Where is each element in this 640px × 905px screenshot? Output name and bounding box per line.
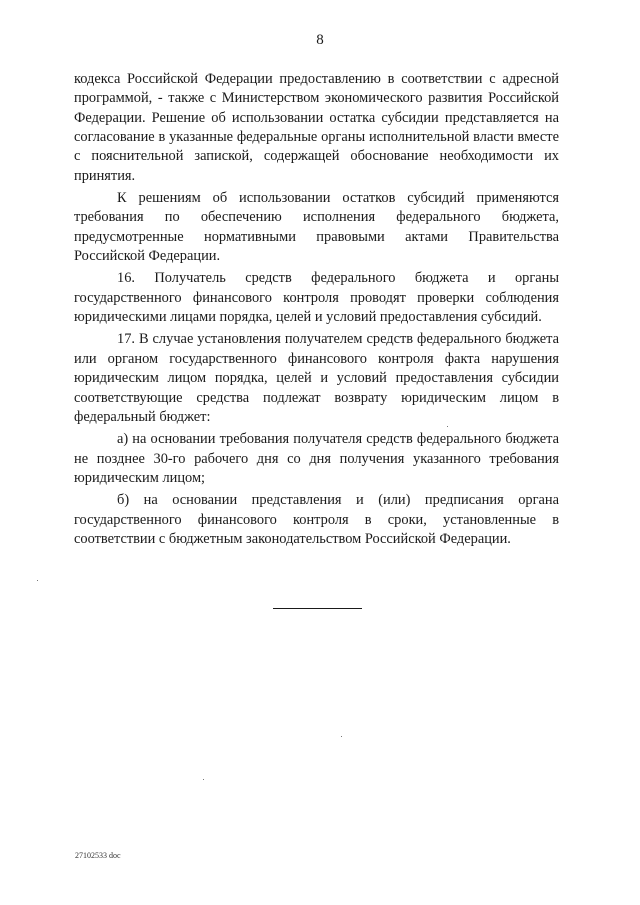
scan-speck: [37, 580, 38, 581]
paragraph-clause-17: 17. В случае установления получателем средств федерального бюджета или органом государственного финансового контроля факта нарушения юридическим лицом порядка, целей и условий предоставления субсидии соответствующие средства подлежат возврату юридическим лицом в федеральный бюджет:: [74, 331, 559, 425]
scan-speck: [203, 779, 204, 780]
document-code: 27102533 doc: [75, 851, 121, 860]
scan-speck: [341, 736, 342, 737]
page-number: 8: [316, 32, 324, 48]
scan-speck: [447, 426, 448, 427]
document-body: [74, 70, 559, 549]
paragraph-continuation: кодекса Российской Федерации предоставлению в соответствии с адресной программой, - также с Министерством экономического развития Российской Федерации. Решение об использовании остатка субсидии представляется на согласование в указанные федеральные органы исполнительной власти вместе с пояснительной запиской, содержащей обоснование необходимости их принятия.: [74, 71, 559, 184]
paragraph-subsidy-remainders: К решениям об использовании остатков субсидий применяются требования по обеспечению исполнения федерального бюджета, предусмотренные нормативными правовыми актами Правительства Российской Федерации.: [74, 190, 559, 265]
paragraph-clause-16: 16. Получатель средств федерального бюджета и органы государственного финансового контроля проводят проверки соблюдения юридическими лицами порядка, целей и условий предоставления субсидий.: [74, 270, 559, 326]
paragraph-clause-17-a: а) на основании требования получателя средств федерального бюджета не позднее 30-го рабочего дня со дня получения указанного требования юридическим лицом;: [74, 431, 559, 486]
end-separator-line: [273, 608, 362, 609]
paragraph-clause-17-b: б) на основании представления и (или) предписания органа государственного финансового контроля в сроки, установленные в соответствии с бюджетным законодательством Российской Федерации.: [74, 492, 559, 547]
